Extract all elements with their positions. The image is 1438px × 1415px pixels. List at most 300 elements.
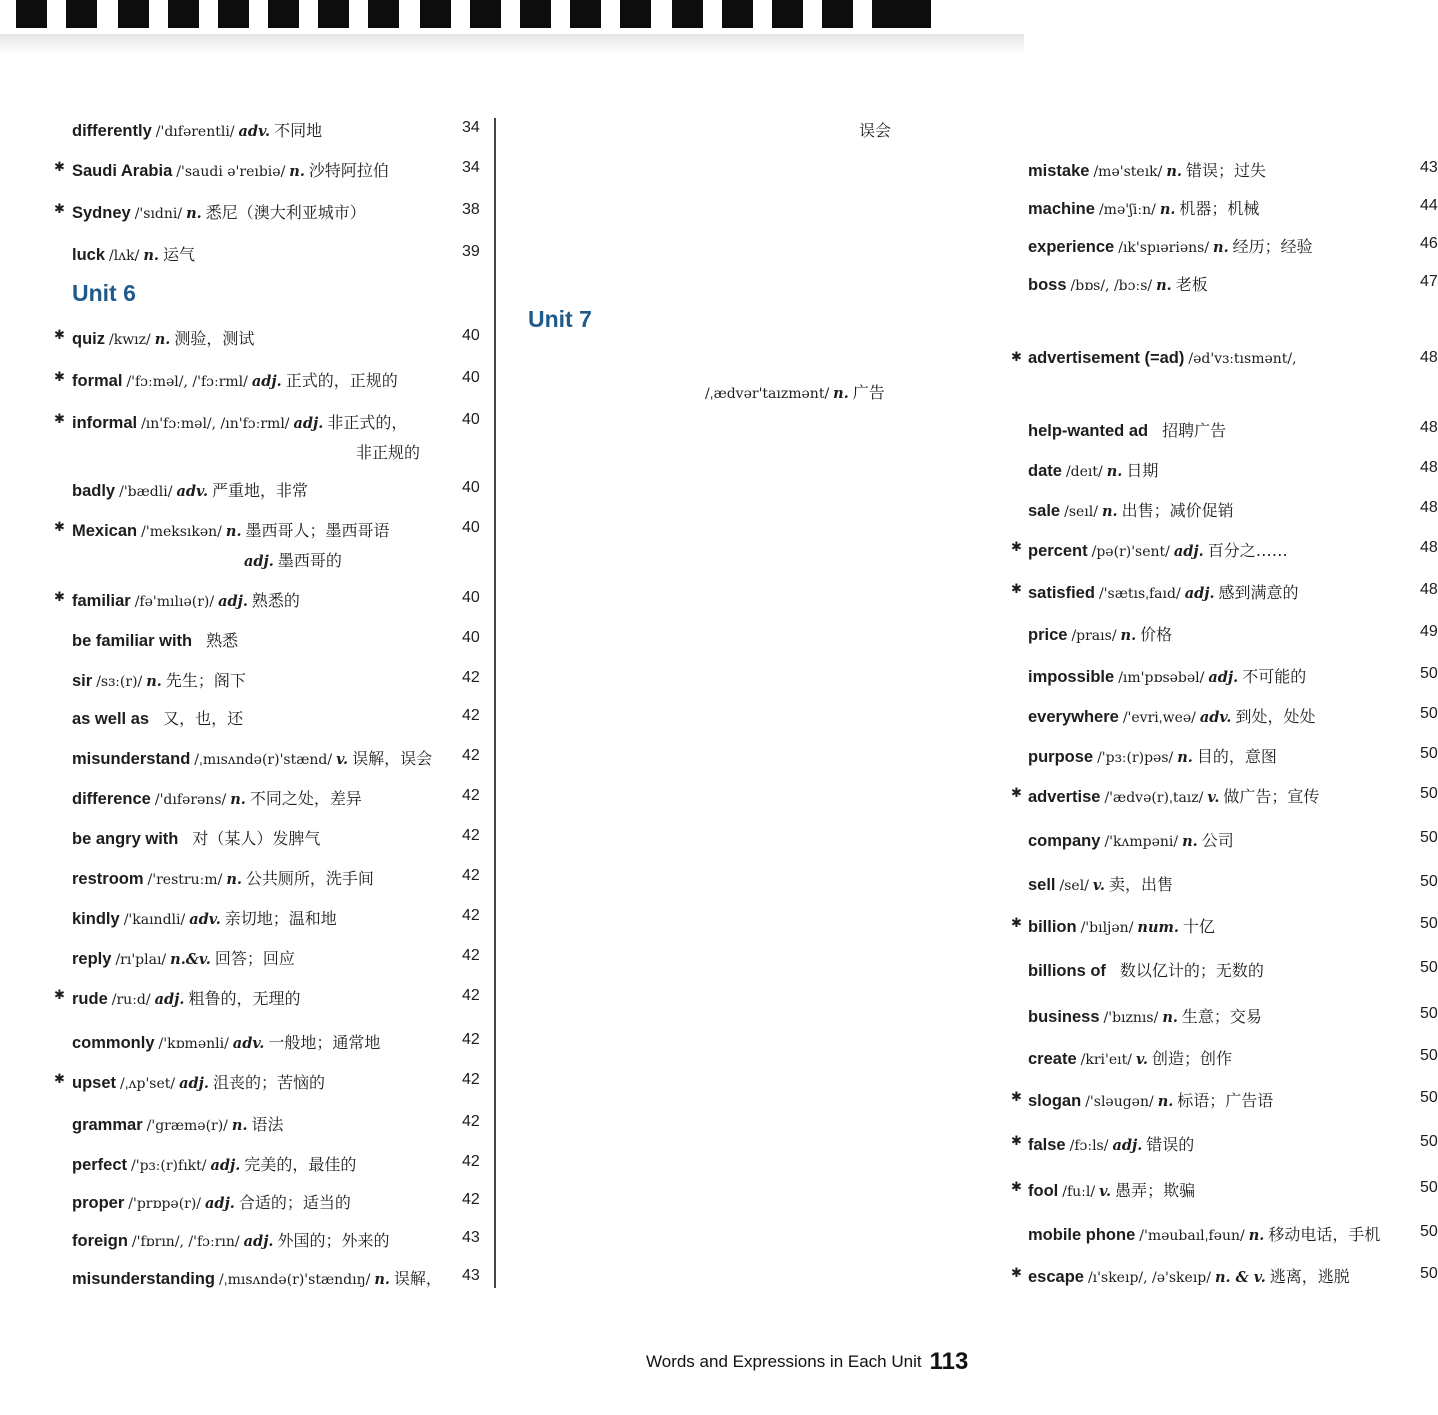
entry-phonetic: /mə'ʃiːn/ bbox=[1098, 202, 1156, 218]
entry-part-of-speech: adj. bbox=[243, 1233, 274, 1250]
entry-definition: 误解，误会 bbox=[352, 749, 433, 768]
entry-page-number: 50 bbox=[1420, 1089, 1438, 1106]
entry-phonetic: /kwız/ bbox=[109, 332, 151, 348]
vocab-entry bbox=[54, 326, 255, 349]
entry-page-number: 42 bbox=[462, 707, 480, 724]
entry-definition: 创造；创作 bbox=[1151, 1049, 1232, 1068]
entry-definition: 测验，测试 bbox=[174, 329, 255, 348]
entry-page-number: 43 bbox=[1420, 159, 1438, 176]
entry-part-of-speech: adj. bbox=[218, 593, 248, 610]
binding-strip bbox=[0, 0, 1024, 34]
entry-headword: fool bbox=[1028, 1182, 1059, 1200]
entry-phonetic: /'fɒrın/, /'fɔːrın/ bbox=[131, 1234, 240, 1250]
vocab-entry bbox=[72, 1266, 442, 1289]
star-marker-icon: ✱ bbox=[54, 1072, 65, 1087]
entry-page-number: 50 bbox=[1420, 1047, 1438, 1064]
entry-headword: price bbox=[1028, 626, 1068, 644]
entry-part-of-speech: n. bbox=[1120, 627, 1137, 644]
entry-definition: 一般地；通常地 bbox=[268, 1033, 381, 1052]
entry-part-of-speech: n. bbox=[231, 1117, 248, 1134]
entry-part-of-speech: n. bbox=[186, 205, 202, 222]
entry-headword: formal bbox=[72, 372, 123, 390]
star-marker-icon: ✱ bbox=[54, 202, 65, 217]
vocab-entry bbox=[1028, 196, 1259, 219]
entry-part-of-speech: adj. bbox=[154, 991, 185, 1008]
vocab-entry bbox=[1028, 1046, 1232, 1069]
entry-page-number: 39 bbox=[462, 243, 480, 260]
entry-part-of-speech: v. bbox=[1092, 877, 1105, 894]
vocab-entry bbox=[1011, 1264, 1350, 1287]
star-marker-icon: ✱ bbox=[54, 520, 65, 535]
entry-phonetic: /ım'pɒsəbəl/ bbox=[1118, 670, 1205, 686]
entry-phonetic: /'bıznıs/ bbox=[1103, 1010, 1159, 1026]
star-marker-icon: ✱ bbox=[54, 328, 65, 343]
entry-part-of-speech: n. bbox=[225, 523, 242, 540]
entry-headword: advertisement (=ad) bbox=[1028, 349, 1185, 367]
entry-headword: sale bbox=[1028, 502, 1061, 520]
vocab-entry bbox=[54, 518, 390, 541]
star-marker-icon: ✱ bbox=[1011, 786, 1022, 801]
vocab-entry bbox=[54, 200, 366, 223]
entry-page-number: 42 bbox=[462, 1031, 480, 1048]
entry-page-number: 50 bbox=[1420, 915, 1438, 932]
vocab-entry bbox=[54, 588, 300, 611]
entry-part-of-speech: adj. bbox=[1208, 669, 1239, 686]
entry-phonetic: /ˌʌp'set/ bbox=[120, 1076, 176, 1092]
entry-definition: 百分之…… bbox=[1207, 541, 1288, 560]
entry-definition: 感到满意的 bbox=[1218, 583, 1299, 602]
entry-page-number: 50 bbox=[1420, 1133, 1438, 1150]
entry-definition: 粗鲁的，无理的 bbox=[188, 989, 301, 1008]
binding-hole bbox=[822, 0, 853, 28]
entry-part-of-speech: n. bbox=[154, 331, 171, 348]
entry-part-of-speech: n. bbox=[230, 791, 246, 808]
page-shadow bbox=[0, 34, 1024, 54]
vocab-entry bbox=[54, 1070, 325, 1093]
entry-part-of-speech: n. bbox=[1106, 463, 1123, 480]
entry-headword: reply bbox=[72, 950, 112, 968]
entry-phonetic: /'saudi ə'reıbiə/ bbox=[176, 164, 286, 180]
entry-headword: experience bbox=[1028, 238, 1115, 256]
entry-definition: 回答；回应 bbox=[214, 949, 295, 968]
entry-definition: 亲切地；温和地 bbox=[224, 909, 337, 928]
binding-hole bbox=[168, 0, 199, 28]
entry-part-of-speech: v. bbox=[336, 751, 349, 768]
vocab-entry bbox=[72, 1190, 351, 1213]
entry-headword: company bbox=[1028, 832, 1101, 850]
entry-page-number: 50 bbox=[1420, 1005, 1438, 1022]
vocab-entry bbox=[72, 1112, 284, 1135]
entry-part-of-speech: n. bbox=[289, 163, 305, 180]
entry-phonetic: /'ædvə(r)ˌtaız/ bbox=[1104, 790, 1204, 806]
entry-definition: 正式的，正规的 bbox=[285, 371, 398, 390]
entry-part-of-speech: adv. bbox=[1199, 709, 1232, 726]
entry-page-number: 40 bbox=[462, 629, 480, 646]
entry-continued-part-of-speech: n. bbox=[833, 385, 849, 402]
entry-phonetic: /'sləugən/ bbox=[1085, 1094, 1154, 1110]
entry-phonetic: /'kʌmpəni/ bbox=[1104, 834, 1179, 850]
entry-definition: 对（某人）发脾气 bbox=[192, 829, 321, 848]
vocab-entry bbox=[1011, 348, 1297, 368]
entry-part-of-speech: n. bbox=[1166, 163, 1182, 180]
entry-page-number: 50 bbox=[1420, 959, 1438, 976]
entry-headword: as well as bbox=[72, 710, 150, 728]
entry-page-number: 50 bbox=[1420, 1223, 1438, 1240]
entry-part-of-speech: n. bbox=[1182, 833, 1198, 850]
entry-headword: sell bbox=[1028, 876, 1056, 894]
entry-headword: boss bbox=[1028, 276, 1067, 294]
vocab-entry bbox=[54, 986, 301, 1009]
continued-definition bbox=[855, 118, 891, 141]
entry-definition: 生意；交易 bbox=[1181, 1007, 1262, 1026]
entry-continued-phonetic: /ˌædvər'taızmənt/ bbox=[705, 386, 830, 402]
vocab-entry bbox=[1028, 828, 1234, 851]
binding-hole bbox=[118, 0, 149, 28]
continued-definition-text: 误会 bbox=[859, 121, 892, 140]
entry-headword: create bbox=[1028, 1050, 1077, 1068]
entry-definition: 不可能的 bbox=[1242, 667, 1307, 686]
vocab-entry bbox=[72, 242, 195, 265]
entry-headword: commonly bbox=[72, 1034, 155, 1052]
entry-part-of-speech: n. bbox=[1248, 1227, 1265, 1244]
entry-page-number: 50 bbox=[1420, 1179, 1438, 1196]
entry-phonetic: /fɔːls/ bbox=[1069, 1138, 1109, 1154]
binding-hole bbox=[470, 0, 501, 28]
entry-definition: 标语；广告语 bbox=[1177, 1091, 1274, 1110]
entry-headword: impossible bbox=[1028, 668, 1115, 686]
vocab-entry bbox=[1028, 458, 1158, 481]
entry-part-of-speech: adj. bbox=[1173, 543, 1204, 560]
entry-phonetic: /'məubaılˌfəun/ bbox=[1139, 1228, 1245, 1244]
entry-definition: 又，也，还 bbox=[163, 709, 244, 728]
entry-phonetic: /'bædli/ bbox=[119, 484, 173, 500]
entry-part-of-speech: adj. bbox=[1112, 1137, 1143, 1154]
star-marker-icon: ✱ bbox=[1011, 582, 1022, 597]
entry-continuation bbox=[352, 440, 420, 463]
entry-page-number: 40 bbox=[462, 479, 480, 496]
entry-definition: 到处，处处 bbox=[1235, 707, 1316, 726]
vocab-entry bbox=[1028, 418, 1226, 441]
entry-page-number: 42 bbox=[462, 987, 480, 1004]
entry-page-number: 40 bbox=[462, 411, 480, 428]
entry-page-number: 34 bbox=[462, 159, 480, 176]
binding-hole bbox=[420, 0, 451, 28]
entry-part-of-speech: n. bbox=[1157, 1093, 1174, 1110]
entry-page-number: 42 bbox=[462, 947, 480, 964]
binding-hole bbox=[620, 0, 651, 28]
entry-page-number: 40 bbox=[462, 327, 480, 344]
vocab-entry bbox=[72, 706, 243, 729]
vocab-entry bbox=[72, 1152, 356, 1175]
entry-definition: 完美的，最佳的 bbox=[244, 1155, 357, 1174]
entry-definition: 招聘广告 bbox=[1162, 421, 1227, 440]
entry-definition: 经历；经验 bbox=[1232, 237, 1313, 256]
entry-continued-definition: 非正规的 bbox=[356, 443, 421, 462]
entry-page-number: 48 bbox=[1420, 581, 1438, 598]
entry-page-number: 49 bbox=[1420, 623, 1438, 640]
star-marker-icon: ✱ bbox=[1011, 916, 1022, 931]
entry-headword: informal bbox=[72, 414, 138, 432]
entry-definition: 日期 bbox=[1126, 461, 1159, 480]
vocab-entry bbox=[1011, 538, 1288, 561]
entry-headword: percent bbox=[1028, 542, 1088, 560]
entry-definition: 熟悉 bbox=[206, 631, 239, 650]
entry-headword: kindly bbox=[72, 910, 120, 928]
entry-page-number: 48 bbox=[1420, 349, 1438, 366]
entry-headword: machine bbox=[1028, 200, 1095, 218]
entry-phonetic: /deıt/ bbox=[1065, 464, 1103, 480]
binding-hole bbox=[900, 0, 931, 28]
entry-part-of-speech: v. bbox=[1099, 1183, 1112, 1200]
entry-headword: business bbox=[1028, 1008, 1100, 1026]
entry-page-number: 40 bbox=[462, 589, 480, 606]
vocab-entry bbox=[72, 906, 337, 929]
entry-page-number: 34 bbox=[462, 119, 480, 136]
entry-headword: upset bbox=[72, 1074, 117, 1092]
entry-headword: be familiar with bbox=[72, 632, 193, 650]
entry-page-number: 42 bbox=[462, 1191, 480, 1208]
entry-headword: difference bbox=[72, 790, 151, 808]
vocab-entry bbox=[1028, 958, 1264, 981]
entry-phonetic: /sel/ bbox=[1059, 878, 1089, 894]
star-marker-icon: ✱ bbox=[54, 160, 65, 175]
entry-definition: 先生；阁下 bbox=[165, 671, 246, 690]
entry-definition: 数以亿计的；无数的 bbox=[1119, 961, 1264, 980]
entry-phonetic: /ık'spıəriəns/ bbox=[1118, 240, 1210, 256]
star-marker-icon: ✱ bbox=[1011, 1180, 1022, 1195]
vocab-entry bbox=[1028, 622, 1172, 645]
entry-headword: rude bbox=[72, 990, 108, 1008]
entry-phonetic: /'kɒmənli/ bbox=[158, 1036, 229, 1052]
entry-part-of-speech: adj. bbox=[210, 1157, 241, 1174]
binding-hole bbox=[722, 0, 753, 28]
entry-definition: 运气 bbox=[162, 245, 195, 264]
binding-hole bbox=[672, 0, 703, 28]
entry-part-of-speech: n. bbox=[143, 247, 159, 264]
entry-page-number: 38 bbox=[462, 201, 480, 218]
entry-continued-definition: 广告 bbox=[852, 383, 885, 402]
entry-headword: Saudi Arabia bbox=[72, 162, 173, 180]
entry-definition: 错误的 bbox=[1146, 1135, 1195, 1154]
entry-page-number: 42 bbox=[462, 747, 480, 764]
entry-page-number: 48 bbox=[1420, 419, 1438, 436]
binding-hole bbox=[218, 0, 249, 28]
entry-part-of-speech: n. bbox=[1101, 503, 1118, 520]
entry-headword: misunderstanding bbox=[72, 1270, 216, 1288]
entry-page-number: 48 bbox=[1420, 459, 1438, 476]
binding-hole bbox=[772, 0, 803, 28]
entry-continued-definition: 墨西哥的 bbox=[277, 551, 342, 570]
entry-continuation bbox=[705, 380, 885, 403]
entry-page-number: 48 bbox=[1420, 499, 1438, 516]
entry-page-number: 43 bbox=[462, 1229, 480, 1246]
entry-headword: sir bbox=[72, 672, 93, 690]
star-marker-icon: ✱ bbox=[54, 370, 65, 385]
page-number: 113 bbox=[929, 1348, 969, 1375]
vocab-entry bbox=[72, 1030, 380, 1053]
entry-phonetic: /mə'steık/ bbox=[1093, 164, 1163, 180]
entry-definition: 墨西哥人；墨西哥语 bbox=[245, 521, 390, 540]
entry-headword: purpose bbox=[1028, 748, 1094, 766]
entry-phonetic: /seıl/ bbox=[1064, 504, 1098, 520]
entry-phonetic: /rı'plaı/ bbox=[115, 952, 167, 968]
entry-definition: 悉尼（澳大利亚城市） bbox=[205, 203, 366, 222]
entry-page-number: 50 bbox=[1420, 745, 1438, 762]
vocab-entry bbox=[1028, 744, 1277, 767]
entry-phonetic: /pə(r)'sent/ bbox=[1091, 544, 1170, 560]
vocab-entry bbox=[1028, 1222, 1380, 1245]
entry-page-number: 50 bbox=[1420, 829, 1438, 846]
entry-part-of-speech: adj. bbox=[251, 373, 282, 390]
binding-hole bbox=[570, 0, 601, 28]
entry-headword: Sydney bbox=[72, 204, 131, 222]
entry-definition: 外国的；外来的 bbox=[277, 1231, 390, 1250]
entry-headword: mistake bbox=[1028, 162, 1090, 180]
binding-hole bbox=[872, 0, 903, 28]
page-footer bbox=[646, 1346, 968, 1374]
entry-part-of-speech: adv. bbox=[189, 911, 221, 928]
entry-page-number: 48 bbox=[1420, 539, 1438, 556]
entry-part-of-speech: num. bbox=[1137, 919, 1179, 936]
entry-headword: proper bbox=[72, 1194, 125, 1212]
entry-part-of-speech: n. bbox=[1159, 201, 1176, 218]
entry-part-of-speech: adj. bbox=[179, 1075, 209, 1092]
entry-phonetic: /ı'skeıp/, /ə'skeıp/ bbox=[1087, 1270, 1211, 1286]
vocab-entry bbox=[1028, 664, 1306, 687]
entry-phonetic: /ˌmısʌndə(r)'stændıŋ/ bbox=[219, 1272, 371, 1288]
entry-phonetic: /'dıfərentli/ bbox=[155, 124, 235, 140]
entry-part-of-speech: adv. bbox=[232, 1035, 265, 1052]
entry-page-number: 42 bbox=[462, 827, 480, 844]
entry-definition: 公共厕所，洗手间 bbox=[245, 869, 374, 888]
binding-hole bbox=[368, 0, 399, 28]
entry-phonetic: /'pɜː(r)pəs/ bbox=[1097, 750, 1174, 766]
entry-page-number: 46 bbox=[1420, 235, 1438, 252]
entry-part-of-speech: adj. bbox=[1184, 585, 1215, 602]
entry-headword: Mexican bbox=[72, 522, 138, 540]
entry-page-number: 50 bbox=[1420, 665, 1438, 682]
entry-definition: 熟悉的 bbox=[251, 591, 300, 610]
binding-hole bbox=[66, 0, 97, 28]
entry-phonetic: /kri'eıt/ bbox=[1080, 1052, 1132, 1068]
entry-part-of-speech: v. bbox=[1207, 789, 1220, 806]
entry-definition: 目的，意图 bbox=[1196, 747, 1277, 766]
entry-headword: false bbox=[1028, 1136, 1066, 1154]
star-marker-icon: ✱ bbox=[54, 590, 65, 605]
entry-headword: satisfied bbox=[1028, 584, 1095, 602]
entry-part-of-speech: n. & v. bbox=[1214, 1269, 1266, 1286]
entry-definition: 沙特阿拉伯 bbox=[308, 161, 389, 180]
entry-definition: 做广告；宣传 bbox=[1223, 787, 1320, 806]
vocab-entry bbox=[1028, 498, 1234, 521]
entry-phonetic: /'evriˌweə/ bbox=[1122, 710, 1196, 726]
vocab-entry bbox=[72, 118, 322, 141]
entry-page-number: 42 bbox=[462, 867, 480, 884]
entry-page-number: 42 bbox=[462, 787, 480, 804]
entry-definition: 价格 bbox=[1140, 625, 1173, 644]
entry-page-number: 42 bbox=[462, 1071, 480, 1088]
entry-definition: 错误；过失 bbox=[1185, 161, 1266, 180]
entry-part-of-speech: adj. bbox=[205, 1195, 235, 1212]
entry-phonetic: /'sıdni/ bbox=[134, 206, 183, 222]
entry-page-number: 40 bbox=[462, 519, 480, 536]
entry-part-of-speech: n. bbox=[226, 871, 242, 888]
entry-headword: perfect bbox=[72, 1156, 128, 1174]
entry-phonetic: /'græmə(r)/ bbox=[146, 1118, 228, 1134]
entry-headword: billions of bbox=[1028, 962, 1106, 980]
vocab-entry bbox=[1011, 1088, 1274, 1111]
entry-headword: foreign bbox=[72, 1232, 128, 1250]
entry-phonetic: /'kaındli/ bbox=[123, 912, 186, 928]
vocab-entry bbox=[72, 866, 374, 889]
vocab-entry bbox=[54, 158, 389, 181]
entry-page-number: 42 bbox=[462, 1113, 480, 1130]
vocab-entry bbox=[72, 628, 238, 651]
entry-headword: luck bbox=[72, 246, 106, 264]
vocab-entry bbox=[1028, 704, 1315, 727]
star-marker-icon: ✱ bbox=[1011, 1090, 1022, 1105]
entry-phonetic: /'restruːm/ bbox=[147, 872, 223, 888]
entry-definition: 卖，出售 bbox=[1108, 875, 1173, 894]
vocab-entry bbox=[72, 478, 308, 501]
star-marker-icon: ✱ bbox=[1011, 350, 1022, 365]
entry-headword: differently bbox=[72, 122, 152, 140]
entry-part-of-speech: adj. bbox=[293, 415, 324, 432]
entry-definition: 逃离，逃脱 bbox=[1269, 1267, 1350, 1286]
vocab-entry bbox=[1011, 784, 1320, 807]
entry-definition: 合适的；适当的 bbox=[238, 1193, 351, 1212]
entry-continuation bbox=[240, 548, 342, 571]
entry-phonetic: /'meksıkən/ bbox=[141, 524, 222, 540]
entry-phonetic: /əd'vɜːtısmənt/, bbox=[1188, 351, 1297, 367]
entry-headword: be angry with bbox=[72, 830, 179, 848]
entry-definition: 出售；减价促销 bbox=[1121, 501, 1234, 520]
entry-definition: 老板 bbox=[1175, 275, 1208, 294]
entry-page-number: 42 bbox=[462, 907, 480, 924]
entry-phonetic: /sɜː(r)/ bbox=[96, 674, 143, 690]
vocab-entry bbox=[1011, 1132, 1195, 1155]
entry-phonetic: /ruːd/ bbox=[111, 992, 151, 1008]
entry-definition: 机器；机械 bbox=[1179, 199, 1260, 218]
entry-phonetic: /fuːl/ bbox=[1062, 1184, 1096, 1200]
entry-part-of-speech: n. bbox=[374, 1271, 390, 1288]
entry-phonetic: /ˌmısʌndə(r)'stænd/ bbox=[194, 752, 333, 768]
entry-headword: familiar bbox=[72, 592, 131, 610]
entry-phonetic: /fə'mılıə(r)/ bbox=[134, 594, 215, 610]
star-marker-icon: ✱ bbox=[54, 988, 65, 1003]
entry-definition: 沮丧的；苦恼的 bbox=[212, 1073, 325, 1092]
entry-phonetic: /praıs/ bbox=[1071, 628, 1117, 644]
entry-headword: quiz bbox=[72, 330, 105, 348]
vocab-entry bbox=[72, 668, 246, 691]
entry-definition: 严重地，非常 bbox=[212, 481, 309, 500]
vocab-entry bbox=[1028, 234, 1313, 257]
entry-continued-part-of-speech: adj. bbox=[244, 553, 274, 570]
entry-headword: date bbox=[1028, 462, 1062, 480]
entry-page-number: 47 bbox=[1420, 273, 1438, 290]
entry-phonetic: /'pɜː(r)fıkt/ bbox=[131, 1158, 207, 1174]
vocab-entry bbox=[1011, 914, 1215, 937]
entry-phonetic: /bɒs/, /bɔːs/ bbox=[1070, 278, 1153, 294]
binding-hole bbox=[268, 0, 299, 28]
entry-definition: 误解， bbox=[393, 1269, 442, 1288]
entry-phonetic: /'dıfərəns/ bbox=[154, 792, 227, 808]
entry-headword: slogan bbox=[1028, 1092, 1082, 1110]
entry-definition: 公司 bbox=[1201, 831, 1234, 850]
binding-hole bbox=[520, 0, 551, 28]
column-divider bbox=[494, 118, 496, 1288]
entry-page-number: 50 bbox=[1420, 785, 1438, 802]
